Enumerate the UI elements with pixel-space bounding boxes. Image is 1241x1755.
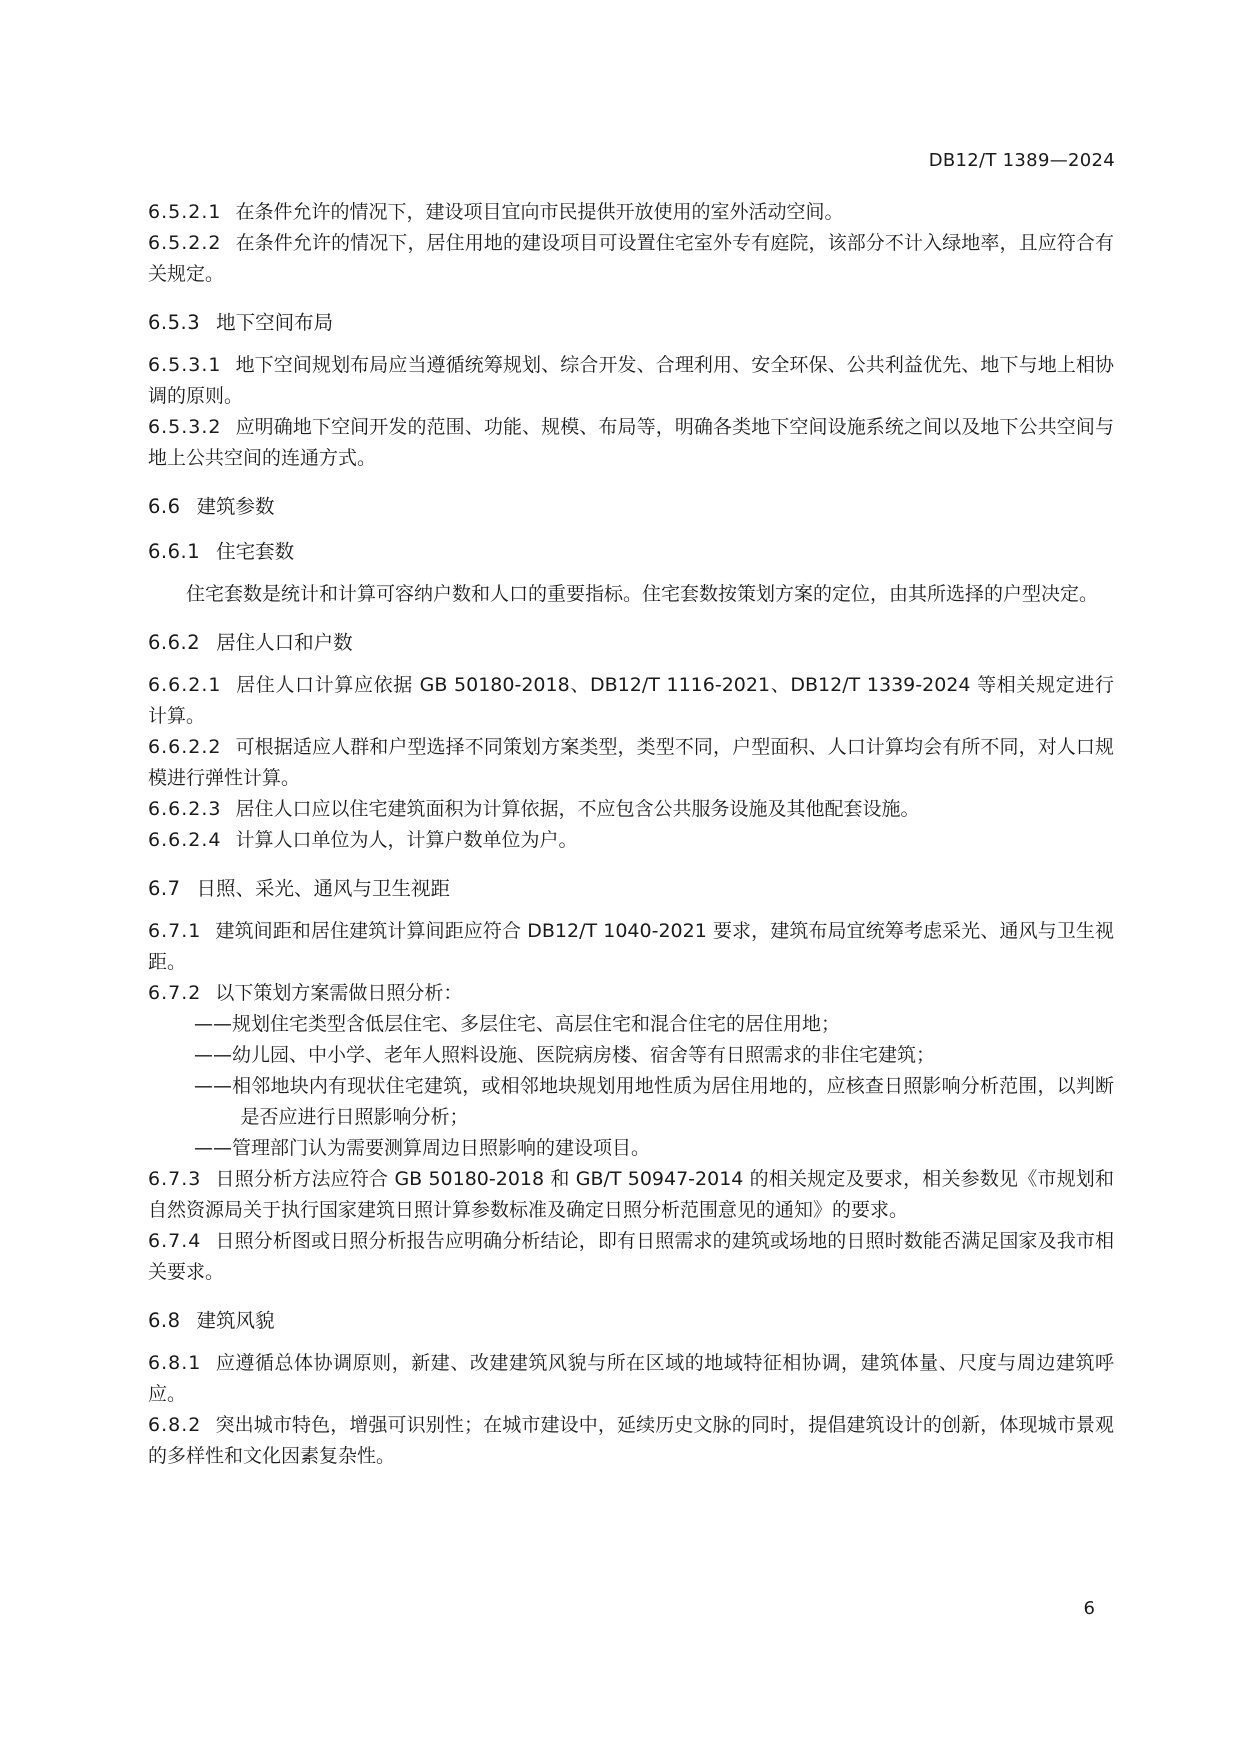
- section-title: 住宅套数: [216, 540, 295, 563]
- clause-number: 6.6.2.3: [148, 798, 222, 820]
- section-heading-6-6-2: [148, 627, 1114, 658]
- list-item: ——管理部门认为需要测算周边日照影响的建设项目。: [194, 1137, 651, 1159]
- paragraph-6-6-1: 住宅套数是统计和计算可容纳户数和人口的重要指标。住宅套数按策划方案的定位，由其所选择的户型决定。: [186, 583, 1099, 605]
- clause-6-7-3: [148, 1164, 1114, 1226]
- clause-number: 6.7.4: [148, 1230, 202, 1252]
- section-heading-6-8: [148, 1305, 1114, 1336]
- clause-6-6-2-1: [148, 670, 1114, 732]
- clause-text: 建筑间距和居住建筑计算间距应符合 DB12/T 1040-2021 要求，建筑布局宜统筹考虑采光、通风与卫生视距。: [148, 920, 1114, 973]
- section-number: 6.6: [148, 495, 181, 518]
- section-title: 建筑参数: [196, 495, 275, 518]
- clause-text: 地下空间规划布局应当遵循统筹规划、综合开发、合理利用、安全环保、公共利益优先、地下与地上相协调的原则。: [148, 354, 1114, 407]
- list-item: ——相邻地块内有现状住宅建筑，或相邻地块规划用地性质为居住用地的，应核查日照影响分析范围，以判断是否应进行日照影响分析；: [194, 1075, 1114, 1128]
- section-number: 6.5.3: [148, 311, 201, 334]
- clause-text: 居住人口应以住宅建筑面积为计算依据，不应包含公共服务设施及其他配套设施。: [235, 798, 920, 820]
- section-title: 日照、采光、通风与卫生视距: [196, 877, 451, 900]
- clause-6-5-3-2: [148, 412, 1114, 474]
- clause-number: 6.7.1: [148, 920, 202, 942]
- section-heading-6-6-1: [148, 536, 1114, 567]
- clause-text: 以下策划方案需做日照分析：: [215, 982, 463, 1004]
- page-number: 6: [1083, 1598, 1095, 1619]
- clause-number: 6.6.2.4: [148, 829, 222, 851]
- clause-text: 应明确地下空间开发的范围、功能、规模、布局等，明确各类地下空间设施系统之间以及地下公共空间与地上公共空间的连通方式。: [148, 416, 1114, 469]
- section-title: 居住人口和户数: [216, 631, 353, 654]
- clause-number: 6.6.2.2: [148, 736, 222, 758]
- clause-6-5-3-1: [148, 350, 1114, 412]
- clause-6-6-2-3: [148, 794, 1114, 825]
- clause-text: 可根据适应人群和户型选择不同策划方案类型，类型不同，户型面积、人口计算均会有所不同，对人口规模进行弹性计算。: [148, 736, 1114, 789]
- clause-text: 在条件允许的情况下，建设项目宜向市民提供开放使用的室外活动空间。: [235, 201, 844, 223]
- section-number: 6.7: [148, 877, 181, 900]
- clause-6-7-2: [148, 978, 1114, 1009]
- clause-6-5-2-1: [148, 197, 1114, 228]
- clause-text: 在条件允许的情况下，居住用地的建设项目可设置住宅室外专有庭院，该部分不计入绿地率，且应符合有关规定。: [148, 232, 1114, 285]
- clause-text: 计算人口单位为人，计算户数单位为户。: [235, 829, 578, 851]
- section-heading-6-5-3: [148, 307, 1114, 338]
- section-number: 6.8: [148, 1309, 181, 1332]
- clause-text: 应遵循总体协调原则，新建、改建建筑风貌与所在区域的地域特征相协调，建筑体量、尺度与周边建筑呼应。: [148, 1352, 1114, 1405]
- clause-6-7-1: [148, 916, 1114, 978]
- clause-text: 日照分析方法应符合 GB 50180-2018 和 GB/T 50947-2014 的相关规定及要求，相关参数见《市规划和自然资源局关于执行国家建筑日照计算参数标准及确定日照分析范围意见的通知》的要求。: [148, 1168, 1114, 1221]
- clause-number: 6.8.1: [148, 1352, 202, 1374]
- clause-6-7-4: [148, 1226, 1114, 1288]
- clause-6-5-2-2: [148, 228, 1114, 290]
- clause-number: 6.5.3.2: [148, 416, 222, 438]
- section-number: 6.6.2: [148, 631, 201, 654]
- clause-6-8-1: [148, 1348, 1114, 1410]
- clause-6-8-2: [148, 1410, 1114, 1472]
- section-title: 地下空间布局: [216, 311, 334, 334]
- document-body: [148, 197, 1114, 1472]
- document-code: DB12/T 1389—2024: [928, 150, 1115, 171]
- clause-6-6-2-2: [148, 732, 1114, 794]
- section-title: 建筑风貌: [196, 1309, 275, 1332]
- clause-text: 居住人口计算应依据 GB 50180-2018、DB12/T 1116-2021、DB12/T 1339-2024 等相关规定进行计算。: [148, 674, 1114, 727]
- clause-text: 突出城市特色，增强可识别性；在城市建设中，延续历史文脉的同时，提倡建筑设计的创新，体现城市景观的多样性和文化因素复杂性。: [148, 1414, 1114, 1467]
- clause-number: 6.5.2.1: [148, 201, 222, 223]
- clause-number: 6.7.3: [148, 1168, 202, 1190]
- clause-6-6-2-4: [148, 825, 1114, 856]
- clause-number: 6.5.3.1: [148, 354, 222, 376]
- clause-text: 日照分析图或日照分析报告应明确分析结论，即有日照需求的建筑或场地的日照时数能否满足国家及我市相关要求。: [148, 1230, 1114, 1283]
- clause-number: 6.7.2: [148, 982, 202, 1004]
- section-heading-6-7: [148, 873, 1114, 904]
- list-item: ——幼儿园、中小学、老年人照料设施、医院病房楼、宿舍等有日照需求的非住宅建筑；: [194, 1044, 936, 1066]
- section-heading-6-6: [148, 491, 1114, 522]
- list-item: ——规划住宅类型含低层住宅、多层住宅、高层住宅和混合住宅的居住用地；: [194, 1013, 841, 1035]
- clause-number: 6.8.2: [148, 1414, 202, 1436]
- section-number: 6.6.1: [148, 540, 201, 563]
- clause-number: 6.5.2.2: [148, 232, 222, 254]
- clause-number: 6.6.2.1: [148, 674, 222, 696]
